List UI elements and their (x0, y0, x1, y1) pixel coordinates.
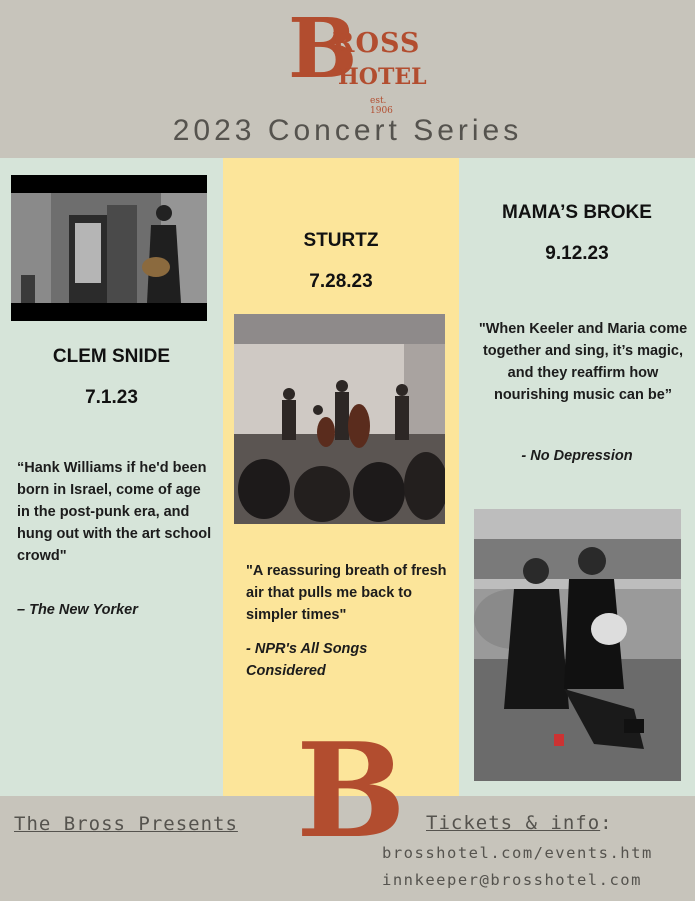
concert-column-clem-snide (0, 158, 223, 796)
concert-date: 9.12.23 (545, 243, 609, 264)
band-name: MAMA’S BROKE (502, 202, 652, 223)
logo-letter-b: B (288, 1, 358, 97)
tickets-info-text: Tickets & info (426, 812, 601, 834)
footer-logo-b: B (296, 714, 406, 867)
quote-source: - NPR's All Songs Considered (246, 641, 368, 679)
quote-source: – The New Yorker (17, 602, 138, 618)
tickets-info-colon: : (600, 812, 613, 834)
band-name: STURTZ (303, 230, 379, 251)
bross-hotel-logo (288, 1, 427, 116)
quote-source: - No Depression (521, 448, 633, 464)
logo-est: est. 1906 (370, 96, 393, 116)
website-link[interactable]: brosshotel.com/events.htm (382, 844, 653, 862)
concert-column-mamas-broke (459, 158, 695, 796)
mamas-broke-photo (474, 509, 681, 781)
concert-date: 7.1.23 (85, 387, 138, 408)
tickets-info-label (426, 812, 613, 834)
logo-hotel: HOTEL (338, 64, 427, 90)
sturtz-photo (234, 314, 445, 524)
concert-date: 7.28.23 (309, 271, 373, 292)
press-quote: "When Keeler and Maria come together and sing, it’s magic, and they reaffirm how nourishing music can be” (478, 321, 688, 403)
series-title: 2023 Concert Series (172, 114, 523, 147)
page-header (0, 0, 695, 158)
clem-snide-photo (11, 175, 207, 321)
bross-presents-label: The Bross Presents (14, 813, 238, 835)
band-name: CLEM SNIDE (52, 346, 171, 367)
concert-column-sturtz (223, 158, 459, 796)
press-quote: "A reassuring breath of fresh air that pulls me back to simpler times" (246, 563, 447, 623)
press-quote: “Hank Williams if he'd been born in Israel, come of age in the post-punk era, and hung out with the art school crowd" (17, 460, 212, 564)
logo-ross: ROSS (332, 28, 421, 59)
email-link[interactable]: innkeeper@brosshotel.com (382, 871, 642, 889)
